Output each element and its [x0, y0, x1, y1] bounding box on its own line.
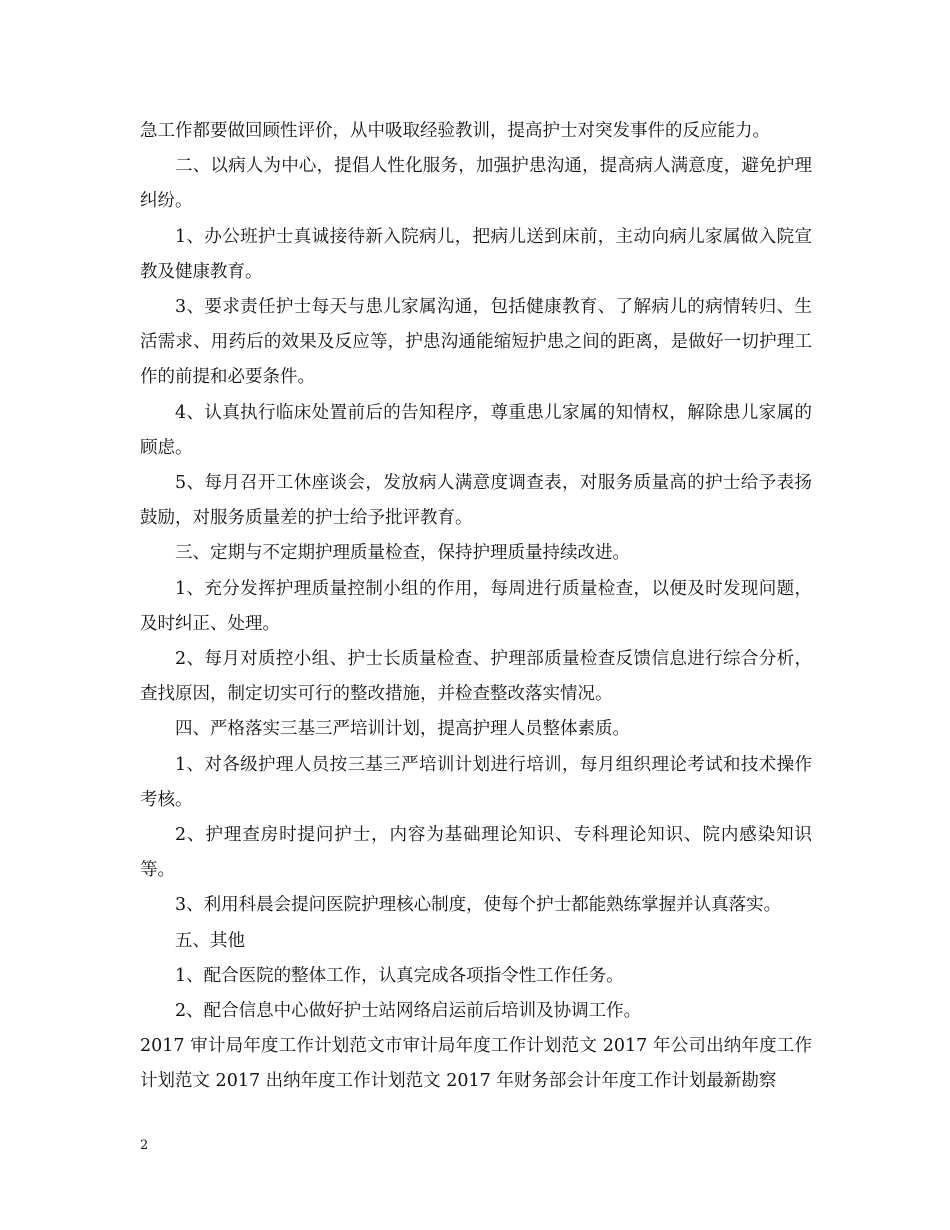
- section-heading-4: 四、严格落实三基三严培训计划，提高护理人员整体素质。: [175, 719, 630, 740]
- section-heading-3: 三、定期与不定期护理质量检查，保持护理质量持续改进。: [175, 543, 630, 564]
- paragraph-continuation: 急工作都要做回顾性评价，从中吸取经验教训，提高护士对突发事件的反应能力。: [140, 121, 770, 141]
- list-item: 2、每月对质控小组、护士长质量检查、护理部质量检查反馈信息进行综合分析，查找原因，制定切实可行的整改措施，并检查整改落实情况。: [140, 649, 812, 705]
- section-heading-5: 五、其他: [175, 930, 245, 951]
- list-item: 4、认真执行临床处置前后的告知程序，尊重患儿家属的知情权，解除患儿家属的顾虑。: [140, 402, 812, 458]
- list-item: 2、护理查房时提问护士，内容为基础理论知识、专科理论知识、院内感染知识等。: [140, 825, 812, 881]
- list-item: 3、要求责任护士每天与患儿家属沟通，包括健康教育、了解病儿的病情转归、生活需求、用药后的效果及反应等，护患沟通能缩短护患之间的距离，是做好一切护理工作的前提和必要条件。: [140, 297, 812, 388]
- document-body: [140, 114, 812, 1100]
- list-item: 5、每月召开工休座谈会，发放病人满意度调查表，对服务质量高的护士给予表扬鼓励，对服务质量差的护士给予批评教育。: [140, 473, 812, 529]
- section-heading-2: 二、以病人为中心，提倡人性化服务，加强护患沟通，提高病人满意度，避免护理纠纷。: [140, 156, 812, 212]
- related-links-text: 2017 审计局年度工作计划范文市审计局年度工作计划范文 2017 年公司出纳年度工作计划范文 2017 出纳年度工作计划范文 2017 年财务部会计年度工作计划最新勘察: [140, 1036, 812, 1092]
- list-item: 1、配合医院的整体工作，认真完成各项指令性工作任务。: [175, 965, 624, 986]
- list-item: 1、办公班护士真诚接待新入院病儿，把病儿送到床前，主动向病儿家属做入院宣教及健康教育。: [140, 226, 812, 282]
- page-number: 2: [140, 1138, 149, 1153]
- list-item: 3、利用科晨会提问医院护理核心制度，使每个护士都能熟练掌握并认真落实。: [175, 895, 782, 916]
- list-item: 2、配合信息中心做好护士站网络启运前后培训及协调工作。: [175, 1001, 642, 1022]
- list-item: 1、充分发挥护理质量控制小组的作用，每周进行质量检查，以便及时发现问题，及时纠正、处理。: [140, 578, 812, 634]
- list-item: 1、对各级护理人员按三基三严培训计划进行培训，每月组织理论考试和技术操作考核。: [140, 754, 812, 810]
